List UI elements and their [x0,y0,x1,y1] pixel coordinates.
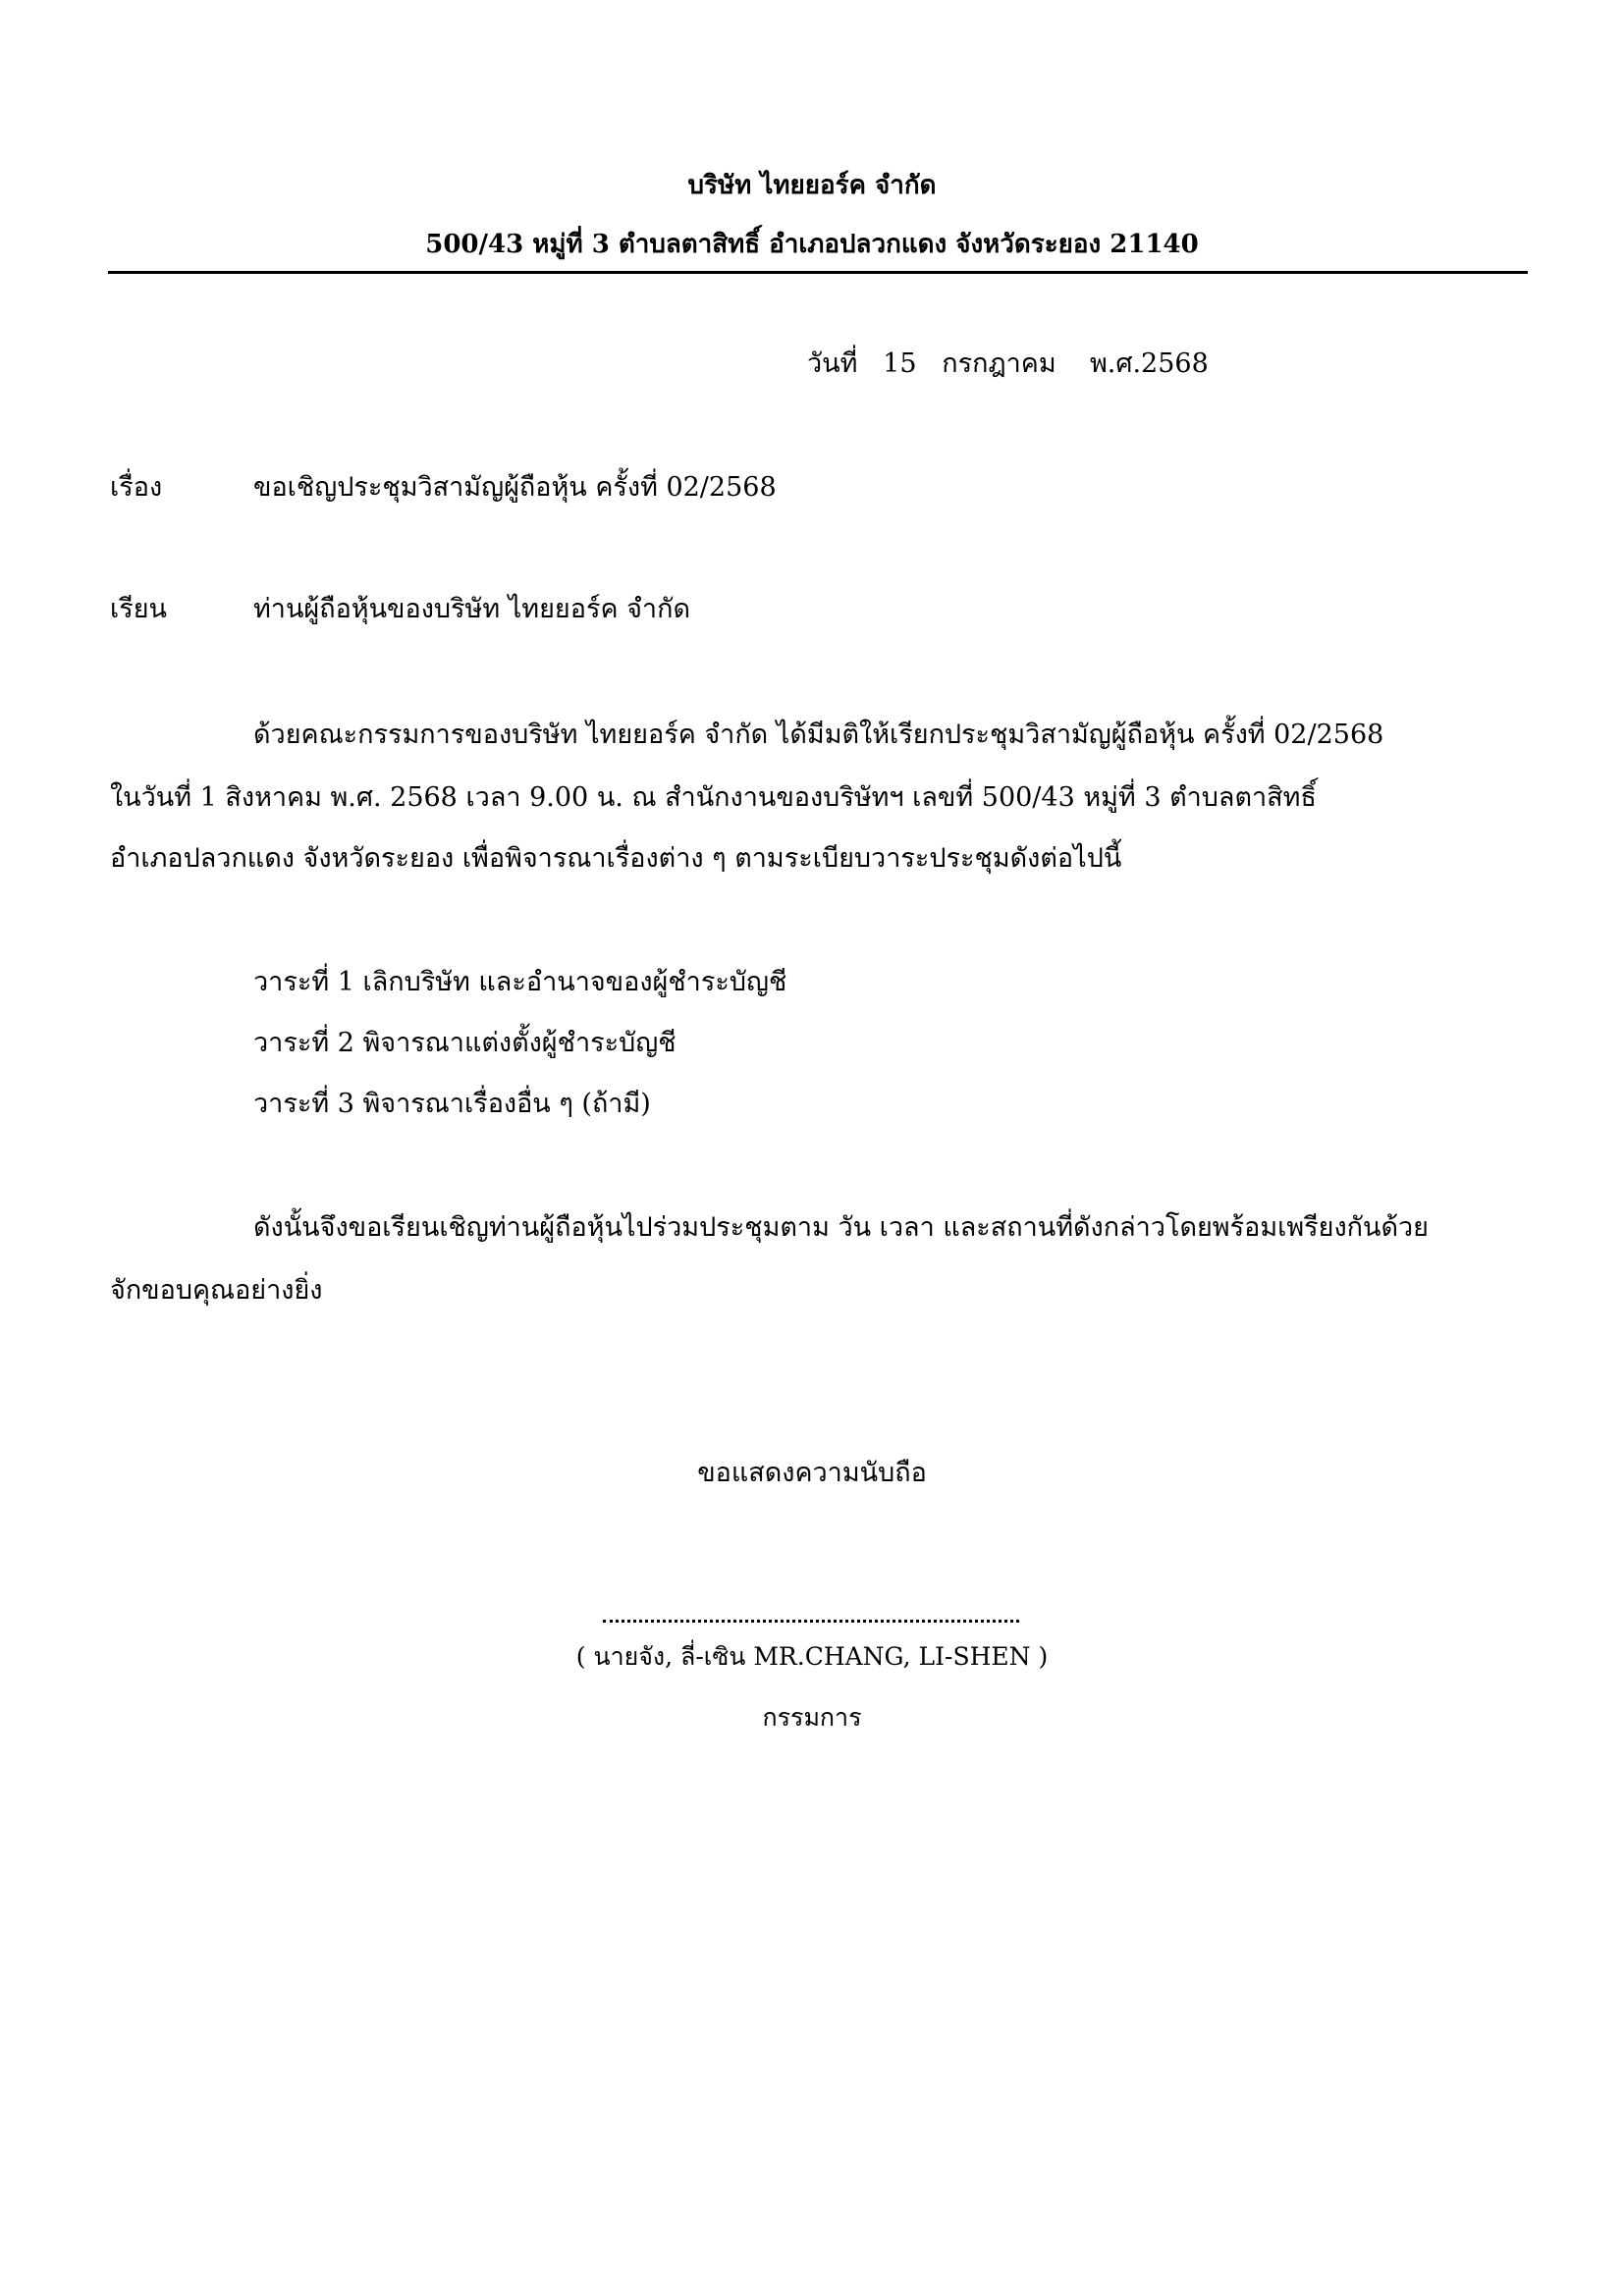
company-address: 500/43 หมู่ที่ 3 ตำบลตาสิทธิ์ อำเภอปลวกแดง จังหวัดระยอง 21140 [425,230,1199,259]
subject-value: ขอเชิญประชุมวิสามัญผู้ถือหุ้น ครั้งที่ 02/2568 [253,472,777,503]
agenda-item-3: วาระที่ 3 พิจารณาเรื่องอื่น ๆ (ถ้ามี) [253,1089,651,1119]
closing-salutation: ขอแสดงความนับถือ [697,1458,927,1488]
agenda-item-1: วาระที่ 1 เลิกบริษัท และอำนาจของผู้ชำระบัญชี [253,967,787,997]
signature-line [603,1620,1019,1623]
recipient-label: เรียน [110,594,168,624]
company-name: บริษัท ไทยยอร์ค จำกัด [687,171,937,200]
recipient-value: ท่านผู้ถือหุ้นของบริษัท ไทยยอร์ค จำกัด [253,594,690,624]
agenda-item-2: วาระที่ 2 พิจารณาแต่งตั้งผู้ชำระบัญชี [253,1028,677,1058]
signer-name: ( นายจัง, ลี่-เซิน MR.CHANG, LI-SHEN ) [575,1642,1049,1671]
letter-date: วันที่ 15 กรกฎาคม พ.ศ.2568 [807,348,1209,379]
invitation-line-2: จักขอบคุณอย่างยิ่ง [110,1275,323,1306]
header-divider [108,271,1528,274]
signer-title: กรรมการ [762,1703,862,1732]
subject-label: เรื่อง [110,472,163,503]
body-line-1: ด้วยคณะกรรมการของบริษัท ไทยยอร์ค จำกัด ได้มีมติให้เรียกประชุมวิสามัญผู้ถือหุ้น ครั้งที่ 02/2568 [253,720,1384,750]
body-line-3: อำเภอปลวกแดง จังหวัดระยอง เพื่อพิจารณาเรื่องต่าง ๆ ตามระเบียบวาระประชุมดังต่อไปนี้ [110,843,1122,874]
invitation-line-1: ดังนั้นจึงขอเรียนเชิญท่านผู้ถือหุ้นไปร่วมประชุมตาม วัน เวลา และสถานที่ดังกล่าวโดยพร้อมเพรียงกันด้วย [253,1212,1429,1243]
body-line-2: ในวันที่ 1 สิงหาคม พ.ศ. 2568 เวลา 9.00 น. ณ สำนักงานของบริษัทฯ เลขที่ 500/43 หมู่ที่ 3 ตำบลตาสิทธิ์ [110,782,1317,813]
